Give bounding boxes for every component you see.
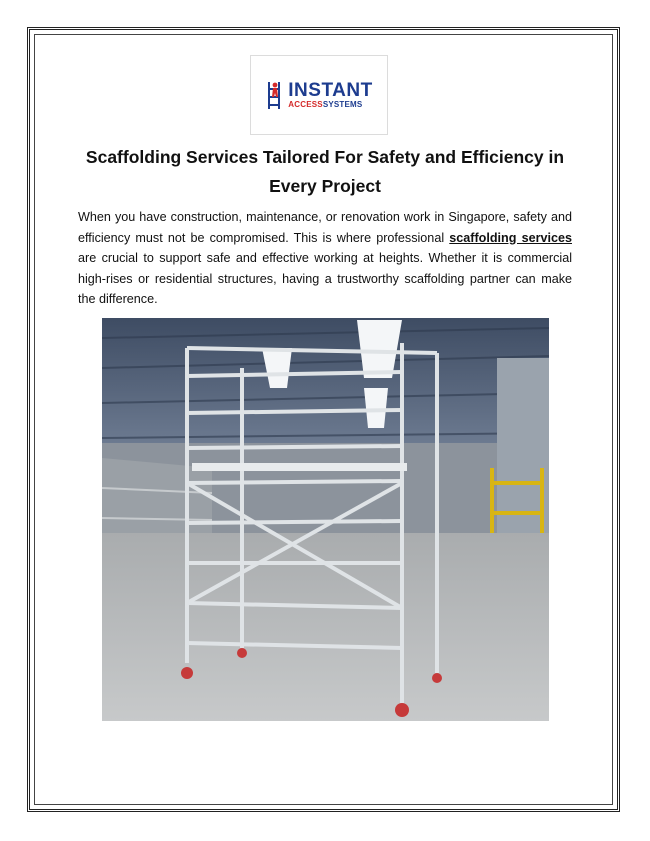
page-title-line-1: Scaffolding Services Tailored For Safety and Efficiency in: [85, 147, 565, 167]
logo-lockup: [265, 80, 372, 110]
logo-brand-bottom: [288, 101, 372, 109]
climber-icon: [265, 80, 285, 110]
intro-paragraph: [78, 207, 572, 310]
page-title-line-2: Every Project: [269, 176, 381, 196]
aluminium-mobile-scaffold-tower-icon: [102, 318, 549, 721]
scaffold-tower-photo: [102, 318, 549, 721]
company-logo: [250, 55, 388, 135]
logo-brand-access: ACCESS: [288, 100, 323, 109]
logo-brand-top: INSTANT: [288, 80, 373, 101]
page-title: [60, 143, 590, 201]
logo-brand-systems: SYSTEMS: [322, 100, 363, 109]
intro-text-after-link: are crucial to support safe and effective working at heights. Whether it is commercial high-rises or residential structures, having a trustworthy scaffolding partner can make the difference.: [78, 251, 572, 306]
intro-text-before-link: When you have construction, maintenance, or renovation work in Singapore, safety and efficiency must not be compromised. This is where professional: [78, 210, 572, 245]
scaffolding-services-link[interactable]: scaffolding services: [449, 230, 572, 245]
